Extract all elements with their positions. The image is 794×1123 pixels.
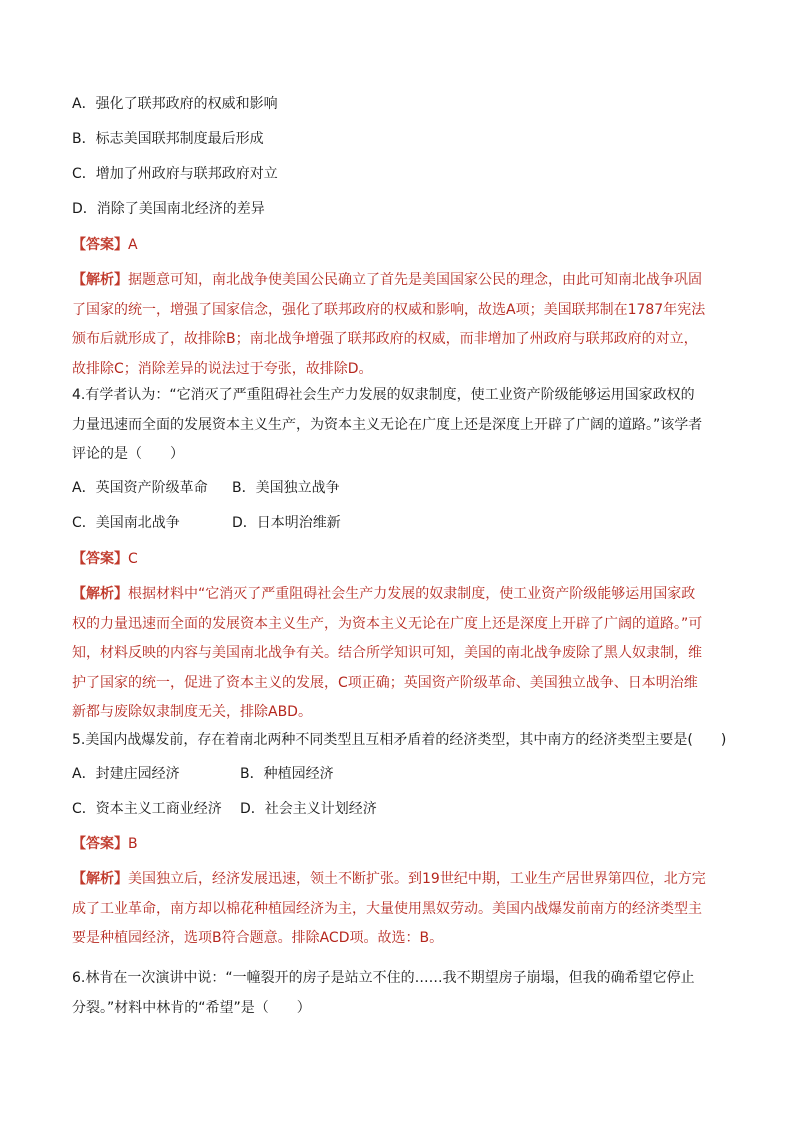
q4-analysis (72, 580, 708, 728)
q5-option-c: C．资本主义工商业经济 (72, 801, 222, 817)
q3-option-c: C．增加了州政府与联邦政府对立 (72, 166, 278, 182)
q3-answer (72, 236, 138, 254)
q5-option-b: B．种植园经济 (240, 766, 334, 782)
answer-label: 【答案】 (72, 551, 128, 567)
q3-option-d: D．消除了美国南北经济的差异 (72, 201, 265, 217)
answer-value: A (128, 237, 138, 253)
q3-analysis (72, 266, 708, 384)
q4-stem: 4.有学者认为：“它消灭了严重阻碍社会生产力发展的奴隶制度，使工业资产阶级能够运用国家政权的力量迅速而全面的发展资本主义生产，为资本主义无论在广度上还是深度上开辟了广阔的道路。”该学者评论的是（ ） (72, 387, 703, 462)
q5-stem: 5.美国内战爆发前，存在着南北两种不同类型且互相矛盾着的经济类型，其中南方的经济类型主要是( ) (72, 732, 727, 748)
analysis-label: 【解析】 (72, 586, 128, 602)
q5-analysis (72, 865, 708, 954)
q5-option-d: D．社会主义计划经济 (240, 801, 377, 817)
q4-option-c: C．美国南北战争 (72, 515, 180, 531)
q5-option-a: A．封建庄园经济 (72, 766, 180, 782)
q3-option-b: B．标志美国联邦制度最后形成 (72, 131, 264, 147)
q4-option-d: D．日本明治维新 (232, 515, 341, 531)
answer-value: C (128, 551, 138, 567)
analysis-label: 【解析】 (72, 272, 128, 288)
q6-stem: 6.林肯在一次演讲中说：“一幢裂开的房子是站立不住的……我不期望房子崩塌，但我的确希望它停止分裂。”材料中林肯的“希望”是（ ） (72, 970, 695, 1016)
answer-label: 【答案】 (72, 836, 128, 852)
q5-answer (72, 835, 138, 853)
answer-label: 【答案】 (72, 237, 128, 253)
analysis-label: 【解析】 (72, 871, 128, 887)
analysis-text: 据题意可知，南北战争使美国公民确立了首先是美国国家公民的理念，由此可知南北战争巩固了国家的统一，增强了国家信念，强化了联邦政府的权威和影响，故选A项；美国联邦制在1787年宪法颁布后就形成了，故排除B；南北战争增强了联邦政府的权威，而非增加了州政府与联邦政府的对立，故排除C；消除差异的说法过于夸张，故排除D。 (72, 272, 706, 377)
analysis-text: 根据材料中“它消灭了严重阻碍社会生产力发展的奴隶制度，使工业资产阶级能够运用国家政权的力量迅速而全面的发展资本主义生产，为资本主义无论在广度上还是深度上开辟了广阔的道路。”可知，材料反映的内容与美国南北战争有关。结合所学知识可知，美国的南北战争废除了黑人奴隶制，维护了国家的统一，促进了资本主义的发展，C项正确；英国资产阶级革命、美国独立战争、日本明治维新都与废除奴隶制度无关，排除ABD。 (72, 586, 703, 720)
q4-option-a: A．英国资产阶级革命 (72, 480, 208, 496)
analysis-text: 美国独立后，经济发展迅速，领土不断扩张。到19世纪中期，工业生产居世界第四位，北方完成了工业革命，南方却以棉花种植园经济为主，大量使用黑奴劳动。美国内战爆发前南方的经济类型主要是种植园经济，选项B符合题意。排除ACD项。故选：B。 (72, 871, 706, 946)
q4-option-b: B．美国独立战争 (232, 480, 340, 496)
answer-value: B (128, 836, 138, 852)
q4-answer (72, 550, 138, 568)
q3-option-a: A．强化了联邦政府的权威和影响 (72, 96, 278, 112)
